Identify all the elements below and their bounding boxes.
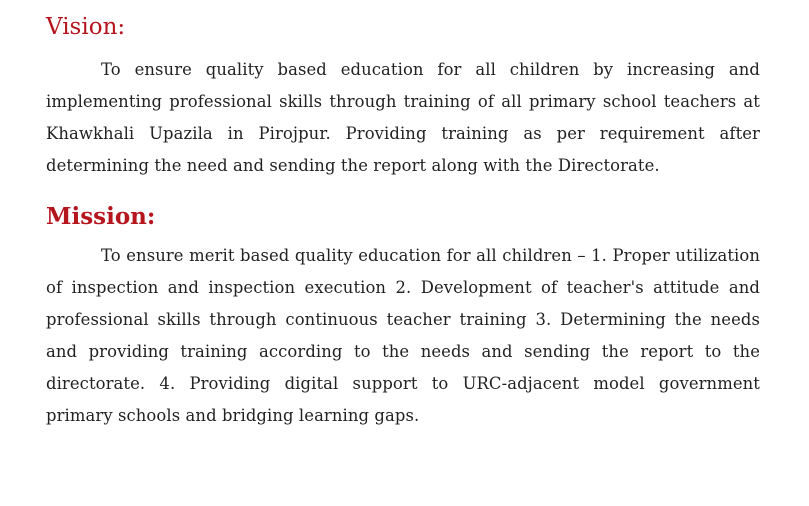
- mission-section: [46, 198, 760, 432]
- vision-heading: Vision:: [46, 14, 126, 40]
- vision-paragraph: To ensure quality based education for all children by increasing and implementing professional skills through training of all primary school teachers at Khawkhali Upazila in Pirojpur. Providing training as per requirement after determining the need and sending the report along with the Directorate.: [46, 60, 760, 175]
- vision-section: [46, 8, 760, 182]
- mission-heading: Mission:: [46, 203, 156, 230]
- mission-paragraph: To ensure merit based quality education for all children – 1. Proper utilization of inspection and inspection execution 2. Development of teacher's attitude and professional skills through continuous teacher training 3. Determining the needs and providing training according to the needs and sending the report to the directorate. 4. Providing digital support to URC-adjacent model government primary schools and bridging learning gaps.: [46, 246, 760, 425]
- document-page: [46, 8, 760, 432]
